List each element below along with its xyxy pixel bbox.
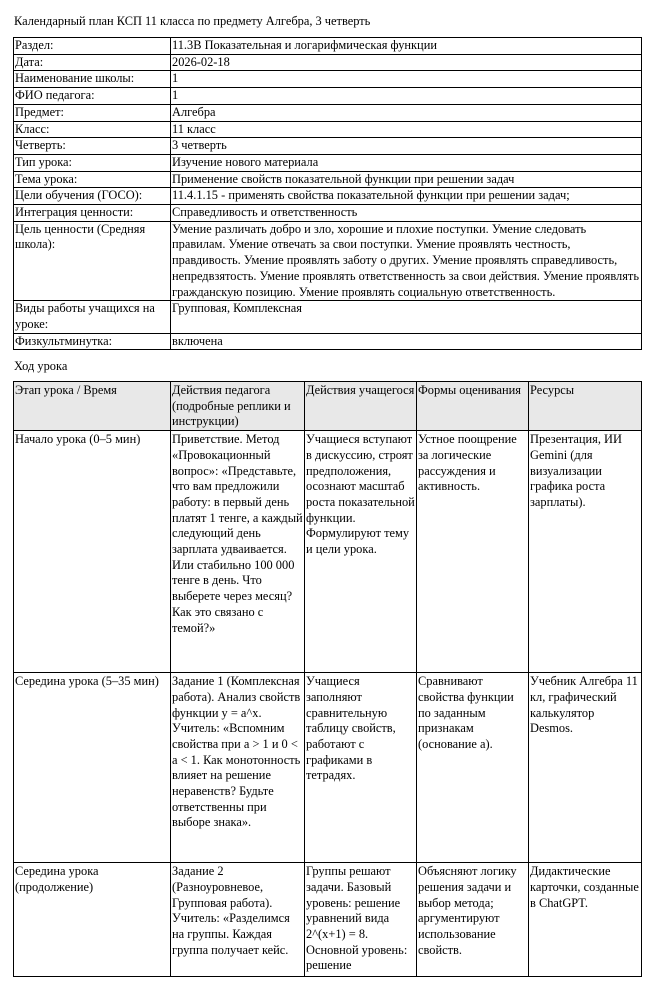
resources-cell: Презентация, ИИ Gemini (для визуализации графика роста зарплаты).: [529, 431, 642, 673]
info-label: Предмет:: [14, 104, 171, 121]
info-value: включена: [171, 333, 642, 350]
info-label: Интеграция ценности:: [14, 205, 171, 222]
info-row-topic: [14, 171, 642, 188]
student-actions-text: Группы решают задачи. Базовый уровень: решение уравнений вида 2^(x+1) = 8. Основной уровень: решение: [306, 864, 408, 973]
table-header-row: [14, 382, 642, 431]
assessment-cell: Сравнивают свойства функции по заданным признакам (основание a).: [417, 673, 529, 863]
assessment-cell: Устное поощрение за логические рассуждения и активность.: [417, 431, 529, 673]
info-row-lesson-type: [14, 154, 642, 171]
info-label: Четверть:: [14, 138, 171, 155]
info-row-section: [14, 38, 642, 55]
document-title: Календарный план КСП 11 класса по предмету Алгебра, 3 четверть: [14, 14, 371, 28]
info-label: Физкультминутка:: [14, 333, 171, 350]
lesson-flow-heading: Ход урока: [14, 359, 68, 373]
info-value: 3 четверть: [171, 138, 642, 155]
resources-text: Дидактические карточки, созданные в ChatGPT.: [530, 864, 639, 910]
info-label: Тип урока:: [14, 154, 171, 171]
resources-cell: Учебник Алгебра 11 кл, графический калькулятор Desmos.: [529, 673, 642, 863]
info-row-teacher: [14, 88, 642, 105]
table-row: [14, 863, 642, 977]
info-label: Цель ценности (Средняя школа):: [14, 221, 171, 301]
info-value: 11.4.1.15 - применять свойства показательной функции при решении задач;: [171, 188, 642, 205]
info-value: 11 класс: [171, 121, 642, 138]
teacher-actions-cell: Приветствие. Метод «Провокационный вопрос»: «Представьте, что вам предложили работу: в первый день платят 1 тенге, а каждый следующий день зарплата удваивается. Или стабильно 100 000 тенге в день. Что выберете через месяц? Как это связано с темой?»: [171, 431, 305, 673]
resources-cell: [529, 863, 642, 977]
info-value: 2026-02-18: [171, 54, 642, 71]
info-row-date: [14, 54, 642, 71]
info-value: Справедливость и ответственность: [171, 205, 642, 222]
lesson-info-table: [13, 37, 642, 350]
table-row: [14, 431, 642, 673]
assessment-cell: [417, 863, 529, 977]
info-value: Изучение нового материала: [171, 154, 642, 171]
info-value: Групповая, Комплексная: [171, 301, 642, 333]
column-header-stage: Этап урока / Время: [14, 382, 171, 431]
info-row-school: [14, 71, 642, 88]
info-label: Наименование школы:: [14, 71, 171, 88]
assessment-text: Объясняют логику решения задачи и выбор метода; аргументируют использование свойств.: [418, 864, 517, 957]
info-label: Виды работы учащихся на уроке:: [14, 301, 171, 333]
column-header-teacher-actions: Действия педагога (подробные реплики и инструкции): [171, 382, 305, 431]
info-label: ФИО педагога:: [14, 88, 171, 105]
info-row-value-goal: [14, 221, 642, 301]
lesson-flow-table: [13, 381, 642, 977]
info-row-value-integration: [14, 205, 642, 222]
stage-text: Середина урока (продолжение): [15, 864, 99, 894]
teacher-actions-cell: [171, 863, 305, 977]
student-actions-cell: Учащиеся заполняют сравнительную таблицу свойств, работают с графиками в тетрадях.: [305, 673, 417, 863]
info-value: 1: [171, 88, 642, 105]
info-label: Цели обучения (ГОСО):: [14, 188, 171, 205]
stage-cell: Начало урока (0–5 мин): [14, 431, 171, 673]
teacher-actions-cell: Задание 1 (Комплексная работа). Анализ свойств функции y = a^x. Учитель: «Вспомним свойства при a > 1 и 0 < a < 1. Как монотонность влияет на решение неравенств? Будьте ответственны при выборе знака».: [171, 673, 305, 863]
info-row-subject: [14, 104, 642, 121]
student-actions-cell: [305, 863, 417, 977]
info-row-work-types: [14, 301, 642, 333]
student-actions-cell: Учащиеся вступают в дискуссию, строят предположения, осознают масштаб роста показательной функции. Формулируют тему и цели урока.: [305, 431, 417, 673]
info-value: 11.3В Показательная и логарифмическая функции: [171, 38, 642, 55]
info-value: Умение различать добро и зло, хорошие и плохие поступки. Умение следовать правилам. Умение отвечать за свои поступки. Умение проявлять честность, правдивость. Умение проявлять заботу о других. Умение проявлять справедливость, непредвзятость. Умение проявлять ответственность за свои действия. Умение проявлять гражданскую позицию. Умение проявлять социальную ответственность.: [171, 221, 642, 301]
info-value: 1: [171, 71, 642, 88]
info-row-exercise-break: [14, 333, 642, 350]
table-row: [14, 673, 642, 863]
info-label: Дата:: [14, 54, 171, 71]
info-row-goals: [14, 188, 642, 205]
info-row-quarter: [14, 138, 642, 155]
info-label: Класс:: [14, 121, 171, 138]
info-row-class: [14, 121, 642, 138]
column-header-assessment: Формы оценивания: [417, 382, 529, 431]
teacher-actions-text: Задание 2 (Разноуровневое, Групповая работа). Учитель: «Разделимся на группы. Каждая группа получает кейс.: [172, 864, 290, 957]
column-header-student-actions: Действия учащегося: [305, 382, 417, 431]
stage-cell: Середина урока (5–35 мин): [14, 673, 171, 863]
info-value: Алгебра: [171, 104, 642, 121]
stage-cell: [14, 863, 171, 977]
info-value: Применение свойств показательной функции при решении задач: [171, 171, 642, 188]
info-label: Тема урока:: [14, 171, 171, 188]
info-label: Раздел:: [14, 38, 171, 55]
column-header-resources: Ресурсы: [529, 382, 642, 431]
